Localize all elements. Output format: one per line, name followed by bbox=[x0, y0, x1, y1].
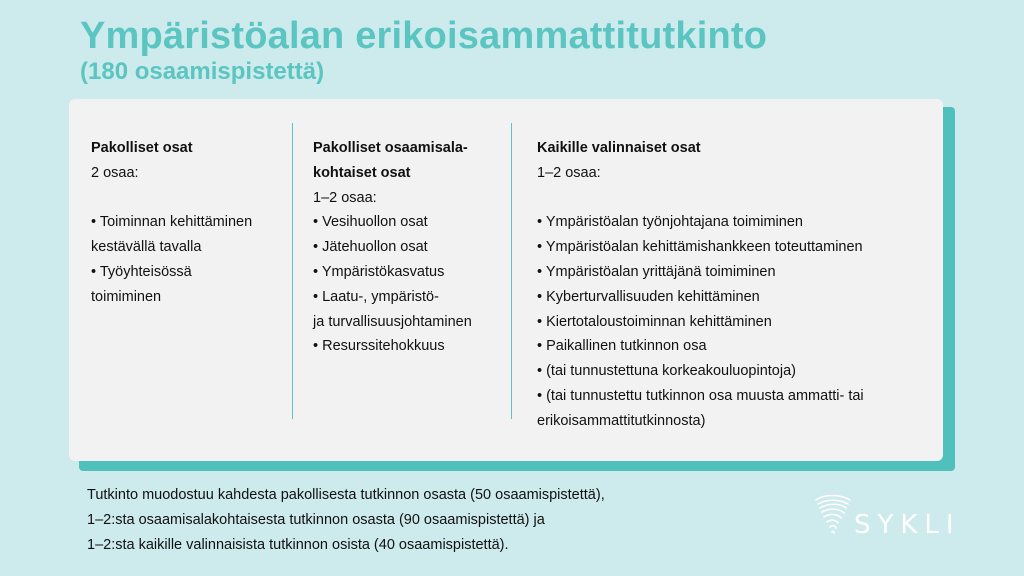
column-specialization bbox=[313, 136, 509, 359]
column-divider bbox=[292, 123, 293, 419]
page-subtitle: (180 osaamispistettä) bbox=[80, 58, 325, 85]
list-item: • Ympäristöalan kehittämishankkeen toteuttaminen bbox=[537, 239, 863, 256]
list-item: • Ympäristöalan yrittäjänä toimiminen bbox=[537, 263, 776, 280]
column-list bbox=[537, 210, 927, 433]
list-item: • Ympäristökasvatus bbox=[313, 263, 445, 280]
list-item: • Vesihuollon osat bbox=[313, 214, 428, 231]
page-title: Ympäristöalan erikoisammattitutkinto bbox=[80, 15, 768, 57]
list-item: • Jätehuollon osat bbox=[313, 239, 428, 256]
list-item: • Toiminnan kehittäminen kestävällä tavalla bbox=[91, 214, 253, 256]
column-count: 2 osaa: bbox=[91, 164, 139, 181]
column-count: 1–2 osaa: bbox=[313, 189, 377, 206]
footer-line: 1–2:sta kaikille valinnaisista tutkinnon osista (40 osaamispistettä). bbox=[87, 536, 509, 553]
list-item: • (tai tunnustettuna korkeakouluopintoja) bbox=[537, 363, 796, 380]
footer-line: 1–2:sta osaamisalakohtaisesta tutkinnon osasta (90 osaamispistettä) ja bbox=[87, 511, 545, 528]
content-card bbox=[69, 99, 943, 461]
column-list bbox=[313, 210, 509, 359]
footer-summary bbox=[87, 483, 727, 557]
list-item: • (tai tunnustettu tutkinnon osa muusta ammatti- tai erikoisammattitutkinnosta) bbox=[537, 387, 864, 429]
footer-line: Tutkinto muodostuu kahdesta pakollisesta tutkinnon osasta (50 osaamispistettä), bbox=[87, 487, 605, 503]
column-optional bbox=[537, 136, 927, 434]
column-divider bbox=[511, 123, 512, 419]
list-item: • Resurssitehokkuus bbox=[313, 338, 445, 355]
column-heading: Pakolliset osaamisala- kohtaiset osat bbox=[313, 140, 468, 181]
column-heading: Kaikille valinnaiset osat bbox=[537, 140, 701, 156]
list-item: • Ympäristöalan työnjohtajana toimiminen bbox=[537, 214, 803, 231]
list-item: • Kiertotaloustoiminnan kehittäminen bbox=[537, 313, 772, 330]
logo-text: SYKLI bbox=[854, 510, 961, 540]
column-count: 1–2 osaa: bbox=[537, 164, 601, 181]
list-item: • Kyberturvallisuuden kehittäminen bbox=[537, 288, 760, 305]
column-list bbox=[91, 210, 287, 309]
column-heading: Pakolliset osat bbox=[91, 140, 193, 156]
list-item: • Laatu-, ympäristö- ja turvallisuusjohtaminen bbox=[313, 288, 472, 330]
list-item: • Paikallinen tutkinnon osa bbox=[537, 338, 707, 355]
list-item: • Työyhteisössä toimiminen bbox=[91, 263, 192, 305]
column-mandatory bbox=[91, 136, 287, 310]
